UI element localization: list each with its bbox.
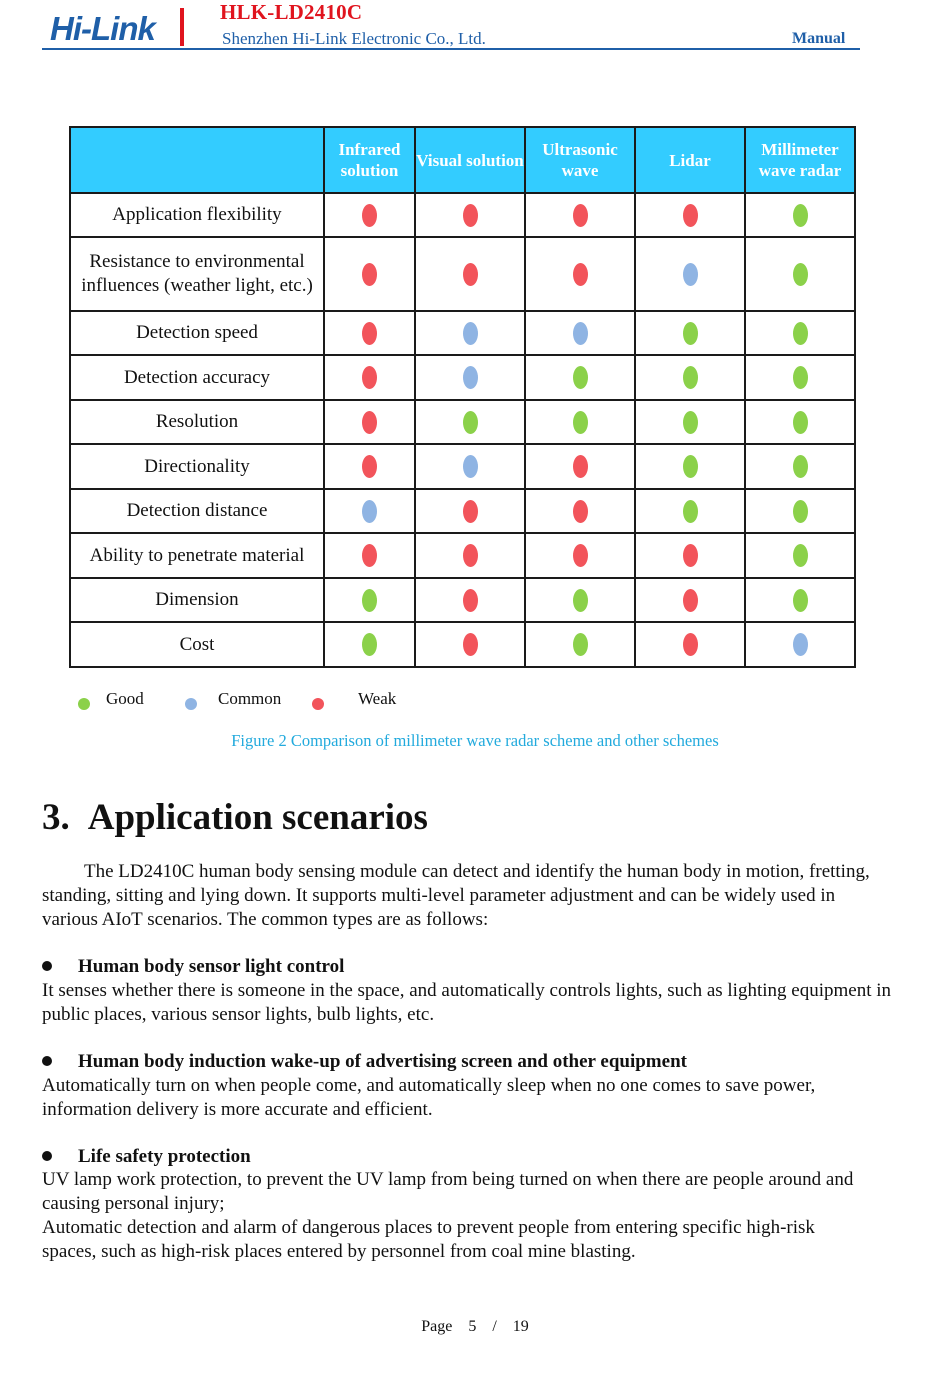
row-label: Detection distance bbox=[70, 489, 324, 533]
row-label: Detection accuracy bbox=[70, 355, 324, 400]
rating-weak-dot bbox=[573, 500, 588, 523]
rating-weak-dot bbox=[573, 263, 588, 286]
rating-good-dot bbox=[683, 322, 698, 345]
rating-weak-dot bbox=[683, 204, 698, 227]
rating-cell bbox=[745, 355, 855, 400]
rating-cell bbox=[635, 193, 745, 237]
bullet-text: UV lamp work protection, to prevent the UV lamp from being turned on when there are people around and causing personal injury; bbox=[42, 1169, 854, 1214]
table-row bbox=[70, 578, 855, 622]
rating-weak-dot bbox=[683, 544, 698, 567]
rating-cell bbox=[635, 622, 745, 667]
rating-cell bbox=[525, 444, 635, 489]
rating-cell bbox=[525, 622, 635, 667]
rating-good-dot bbox=[683, 366, 698, 389]
rating-good-dot bbox=[362, 589, 377, 612]
rating-cell bbox=[745, 400, 855, 444]
rating-cell bbox=[324, 578, 415, 622]
row-label: Resolution bbox=[70, 400, 324, 444]
rating-good-dot bbox=[793, 204, 808, 227]
page-separator: / bbox=[492, 1318, 497, 1335]
rating-cell bbox=[525, 489, 635, 533]
intro-paragraph: The LD2410C human body sensing module can detect and identify the human body in motion, fretting, standing, sitting and lying down. It supports multi-level parameter adjustment and can be widely used in various AIoT scenarios. The common types are as follows: bbox=[42, 861, 870, 930]
rating-cell bbox=[745, 489, 855, 533]
rating-cell bbox=[635, 489, 745, 533]
rating-cell bbox=[635, 237, 745, 311]
rating-cell bbox=[415, 444, 525, 489]
rating-good-dot bbox=[793, 322, 808, 345]
section-heading bbox=[42, 796, 428, 839]
rating-cell bbox=[324, 193, 415, 237]
rating-cell bbox=[324, 311, 415, 355]
legend-good-label: Good bbox=[106, 689, 144, 708]
table-row bbox=[70, 355, 855, 400]
legend-weak-dot bbox=[312, 698, 324, 710]
rating-cell bbox=[324, 489, 415, 533]
rating-weak-dot bbox=[463, 204, 478, 227]
rating-cell bbox=[525, 311, 635, 355]
row-label: Cost bbox=[70, 622, 324, 667]
bullet-text-2: Automatic detection and alarm of dangerous places to prevent people from entering specific high-risk spaces, such as high-risk places entered by personnel from coal mine blasting. bbox=[42, 1217, 815, 1262]
document-title: HLK-LD2410C bbox=[220, 0, 363, 24]
rating-cell bbox=[415, 237, 525, 311]
comparison-table bbox=[69, 126, 856, 668]
rating-weak-dot bbox=[683, 633, 698, 656]
rating-common-dot bbox=[683, 263, 698, 286]
rating-good-dot bbox=[793, 263, 808, 286]
rating-weak-dot bbox=[463, 263, 478, 286]
rating-cell bbox=[745, 444, 855, 489]
bullet-icon bbox=[42, 961, 52, 971]
rating-good-dot bbox=[573, 366, 588, 389]
rating-cell bbox=[415, 355, 525, 400]
rating-good-dot bbox=[573, 411, 588, 434]
rating-cell bbox=[745, 533, 855, 578]
bullet-text: Automatically turn on when people come, and automatically sleep when no one comes to save power, information delivery is more accurate and efficient. bbox=[42, 1075, 816, 1120]
rating-weak-dot bbox=[573, 204, 588, 227]
rating-weak-dot bbox=[362, 544, 377, 567]
rating-weak-dot bbox=[362, 366, 377, 389]
column-header: Visual solution bbox=[415, 127, 525, 193]
rating-cell bbox=[635, 578, 745, 622]
page-total: 19 bbox=[512, 1318, 529, 1335]
rating-cell bbox=[525, 193, 635, 237]
rating-weak-dot bbox=[362, 411, 377, 434]
row-label: Ability to penetrate material bbox=[70, 533, 324, 578]
table-row bbox=[70, 622, 855, 667]
table-corner-cell bbox=[70, 127, 324, 193]
rating-cell bbox=[745, 237, 855, 311]
legend-common-label: Common bbox=[218, 689, 282, 708]
rating-common-dot bbox=[463, 366, 478, 389]
rating-weak-dot bbox=[463, 544, 478, 567]
bullet-icon bbox=[42, 1056, 52, 1066]
rating-cell bbox=[745, 578, 855, 622]
rating-weak-dot bbox=[683, 589, 698, 612]
rating-cell bbox=[324, 444, 415, 489]
rating-weak-dot bbox=[362, 204, 377, 227]
rating-cell bbox=[415, 489, 525, 533]
row-label: Resistance to environmental influences (weather light, etc.) bbox=[70, 237, 324, 311]
rating-common-dot bbox=[463, 322, 478, 345]
rating-common-dot bbox=[793, 633, 808, 656]
rating-good-dot bbox=[683, 411, 698, 434]
legend-good-dot bbox=[78, 698, 90, 710]
table-header-row bbox=[70, 127, 855, 193]
rating-common-dot bbox=[362, 500, 377, 523]
rating-cell bbox=[324, 533, 415, 578]
rating-cell bbox=[745, 622, 855, 667]
rating-cell bbox=[635, 400, 745, 444]
table-row bbox=[70, 237, 855, 311]
rating-weak-dot bbox=[463, 633, 478, 656]
rating-cell bbox=[525, 533, 635, 578]
rating-cell bbox=[745, 193, 855, 237]
rating-good-dot bbox=[362, 633, 377, 656]
rating-cell bbox=[745, 311, 855, 355]
column-header: Infrared solution bbox=[324, 127, 415, 193]
rating-cell bbox=[635, 311, 745, 355]
bullet-heading: Human body sensor light control bbox=[42, 955, 344, 979]
rating-weak-dot bbox=[573, 544, 588, 567]
row-label: Detection speed bbox=[70, 311, 324, 355]
column-header: Lidar bbox=[635, 127, 745, 193]
row-label: Directionality bbox=[70, 444, 324, 489]
manual-label: Manual bbox=[792, 30, 846, 47]
rating-common-dot bbox=[463, 455, 478, 478]
rating-cell bbox=[415, 193, 525, 237]
rating-good-dot bbox=[683, 455, 698, 478]
section-title: Application scenarios bbox=[87, 797, 428, 838]
header-rule bbox=[42, 48, 860, 50]
rating-weak-dot bbox=[362, 322, 377, 345]
bullet-text: It senses whether there is someone in the space, and automatically controls lights, such as lighting equipment in public places, various sensor lights, bulb lights, etc. bbox=[42, 980, 891, 1025]
rating-weak-dot bbox=[362, 263, 377, 286]
rating-good-dot bbox=[793, 455, 808, 478]
rating-cell bbox=[415, 578, 525, 622]
rating-cell bbox=[324, 355, 415, 400]
page-label: Page bbox=[421, 1318, 453, 1335]
rating-weak-dot bbox=[362, 455, 377, 478]
table-row bbox=[70, 311, 855, 355]
page-footer bbox=[0, 1318, 950, 1336]
bullet-icon bbox=[42, 1151, 52, 1161]
rating-cell bbox=[415, 622, 525, 667]
bullet-heading: Human body induction wake-up of advertising screen and other equipment bbox=[42, 1050, 687, 1074]
column-header: Ultrasonic wave bbox=[525, 127, 635, 193]
svg-text:Hi-Link: Hi-Link bbox=[50, 10, 155, 47]
rating-cell bbox=[525, 237, 635, 311]
rating-cell bbox=[415, 311, 525, 355]
rating-cell bbox=[324, 622, 415, 667]
rating-good-dot bbox=[793, 589, 808, 612]
rating-good-dot bbox=[793, 366, 808, 389]
rating-good-dot bbox=[683, 500, 698, 523]
row-label: Dimension bbox=[70, 578, 324, 622]
rating-cell bbox=[324, 237, 415, 311]
rating-good-dot bbox=[793, 411, 808, 434]
figure-caption: Figure 2 Comparison of millimeter wave radar scheme and other schemes bbox=[231, 731, 719, 750]
rating-cell bbox=[525, 355, 635, 400]
rating-weak-dot bbox=[463, 500, 478, 523]
rating-cell bbox=[525, 578, 635, 622]
rating-cell bbox=[635, 355, 745, 400]
column-header: Millimeter wave radar bbox=[745, 127, 855, 193]
legend-common-dot bbox=[185, 698, 197, 710]
rating-good-dot bbox=[573, 633, 588, 656]
rating-common-dot bbox=[573, 322, 588, 345]
table-row bbox=[70, 444, 855, 489]
rating-cell bbox=[415, 400, 525, 444]
table-row bbox=[70, 489, 855, 533]
rating-weak-dot bbox=[463, 589, 478, 612]
rating-cell bbox=[635, 533, 745, 578]
rating-good-dot bbox=[793, 544, 808, 567]
company-name: Shenzhen Hi-Link Electronic Co., Ltd. bbox=[222, 29, 486, 48]
rating-weak-dot bbox=[573, 455, 588, 478]
table-row bbox=[70, 533, 855, 578]
section-number: 3. bbox=[42, 797, 70, 838]
rating-cell bbox=[324, 400, 415, 444]
legend-weak-label: Weak bbox=[358, 689, 397, 708]
page-number: 5 bbox=[468, 1318, 477, 1335]
rating-cell bbox=[635, 444, 745, 489]
bullet-heading: Life safety protection bbox=[42, 1145, 251, 1169]
rating-good-dot bbox=[573, 589, 588, 612]
rating-cell bbox=[525, 400, 635, 444]
rating-good-dot bbox=[463, 411, 478, 434]
table-row bbox=[70, 400, 855, 444]
hi-link-logo bbox=[50, 6, 186, 48]
rating-good-dot bbox=[793, 500, 808, 523]
rating-cell bbox=[415, 533, 525, 578]
row-label: Application flexibility bbox=[70, 193, 324, 237]
table-row bbox=[70, 193, 855, 237]
